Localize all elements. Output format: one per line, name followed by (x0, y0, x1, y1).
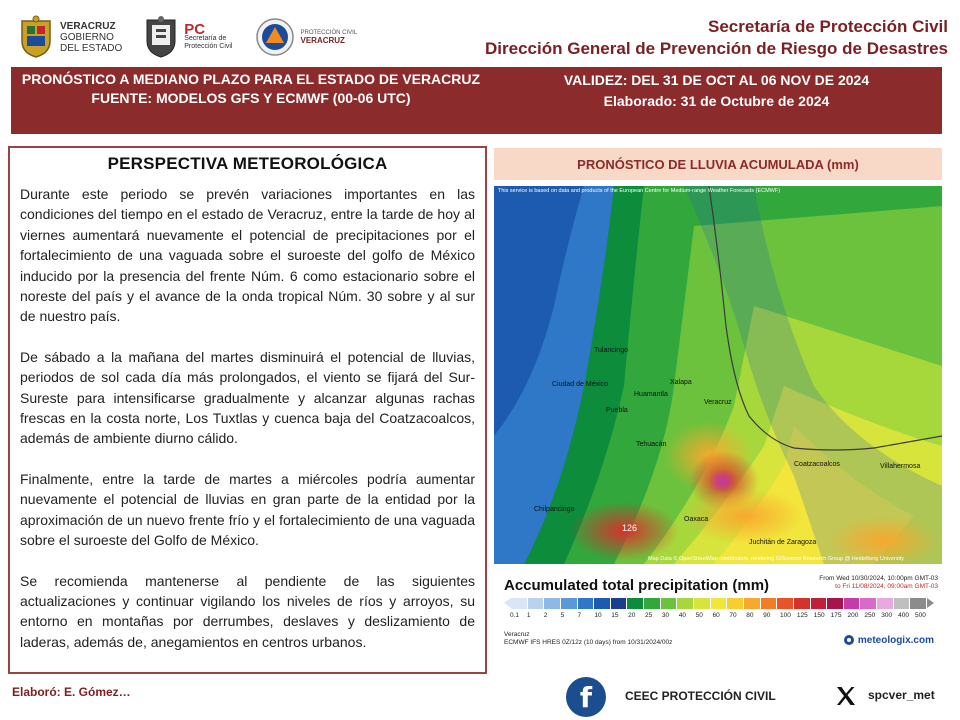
pc-line2: Protección Civil (184, 42, 233, 50)
legend-color-cell (644, 598, 661, 609)
organization-header (485, 16, 948, 60)
legend-color-cell (811, 598, 828, 609)
legend-arrow-left (504, 598, 511, 608)
legend-range (819, 575, 938, 591)
legend-color-cell (627, 598, 644, 609)
banner-left (11, 67, 491, 134)
legend-ticks (510, 612, 932, 619)
legend-range-to: to Fri 11/08/2024, 09:00am GMT-03 (835, 583, 938, 590)
meteologix-icon (843, 634, 855, 646)
legend-tick-label: 7 (577, 612, 582, 619)
x-handle-label[interactable]: spcver_met (868, 688, 935, 702)
map-place-label: Veracruz (704, 399, 732, 406)
legend-tick-label: 150 (813, 612, 825, 619)
legend-color-cell (777, 598, 794, 609)
legend-color-cell (561, 598, 578, 609)
forecast-banner (11, 67, 942, 134)
legend-tick-label: 1 (526, 612, 531, 619)
legend-color-cell (910, 598, 927, 609)
legend-tick-label: 50 (695, 612, 703, 619)
map-place-label: Juchitán de Zaragoza (749, 539, 817, 546)
state-shield-icon (18, 15, 54, 59)
precipitation-map-image (494, 186, 942, 564)
legend-tick-label: 90 (763, 612, 771, 619)
precipitation-map (494, 186, 942, 564)
legend-color-cell (877, 598, 894, 609)
legend-tick-label: 200 (847, 612, 859, 619)
map-max-label: 126 (622, 523, 638, 533)
header-logos (18, 12, 357, 62)
legend-tick-label: 10 (594, 612, 602, 619)
pcv-line1: PROTECCIÓN CIVIL (300, 29, 358, 36)
legend-tick-label: 500 (915, 612, 926, 619)
legend-tick-label: 70 (729, 612, 737, 619)
legend-color-cell (511, 598, 528, 609)
legend-color-cell (544, 598, 561, 609)
legend-title: Accumulated total precipitation (mm) (504, 577, 770, 594)
legend-color-cell (711, 598, 728, 609)
legend-color-bar (504, 598, 934, 609)
pc-shield-icon (144, 15, 178, 59)
legend-color-cell (860, 598, 877, 609)
legend-tick-label: 125 (796, 612, 808, 619)
legend-tick-label: 175 (830, 612, 842, 619)
legend-location-block (504, 631, 672, 647)
pc-abbr: PC (184, 20, 206, 38)
map-place-label: Xalapa (670, 379, 692, 386)
legend-tick-label: 250 (864, 612, 876, 619)
legend-tick-label: 300 (881, 612, 893, 619)
precipitation-legend (494, 567, 942, 662)
legend-tick-label: 15 (611, 612, 619, 619)
banner-right (491, 67, 942, 134)
perspective-paragraph: Finalmente, entre la tarde de martes a miércoles podría aumentar nuevamente el potencial de lluvias en gran parte de la entidad por la aproximación de un nuevo frente frío y el fortalecimiento de una vaguada sobre el suroeste del Golfo de México. (20, 470, 475, 549)
legend-tick-label: 30 (661, 612, 670, 619)
legend-color-cell (894, 598, 911, 609)
facebook-icon[interactable]: f (566, 677, 606, 717)
map-place-label: Villahermosa (880, 463, 921, 470)
legend-color-cell (611, 598, 628, 609)
legend-color-cell (677, 598, 694, 609)
legend-color-cell (661, 598, 678, 609)
legend-color-cell (727, 598, 744, 609)
org-subtitle: Dirección General de Prevención de Riesgo de Desastres (485, 39, 948, 58)
perspective-panel (8, 146, 487, 674)
veracruz-logo-line1: VERACRUZ (60, 20, 116, 32)
map-place-label: Puebla (606, 407, 628, 414)
pc-logo (144, 15, 232, 59)
legend-tick-label: 60 (712, 612, 720, 619)
legend-tick-label: 40 (678, 612, 686, 619)
perspective-title: PERSPECTIVA METEOROLÓGICA (107, 154, 388, 173)
legend-tick-label: 0.1 (510, 612, 520, 619)
perspective-paragraph: Durante este periodo se prevén variaciones importantes en las condiciones del tiempo en el estado de Veracruz, entre la tarde de hoy al viernes aumentará nuevamente el potencial de precipitaciones por el fortalecimiento de una vaguada sobre el suroeste del golfo de México inducido por la presencia del frente Núm. 6 como estacionario sobre el noreste del país y el avance de la onda tropical Núm. 30 sobre y al sur de nuestro país. (20, 186, 475, 325)
pcv-logo (255, 17, 358, 57)
legend-tick-label: 5 (560, 612, 565, 619)
legend-tick-label: 20 (628, 612, 636, 619)
pc-logo-text (184, 20, 233, 51)
legend-color-cell (744, 598, 761, 609)
pcv-logo-text (301, 30, 358, 45)
legend-location: Veracruz (504, 631, 530, 638)
legend-color-cell (528, 598, 545, 609)
civil-protection-triangle-icon (255, 17, 295, 57)
pcv-line2: VERACRUZ (300, 35, 345, 45)
legend-tick-label: 100 (780, 612, 791, 619)
legend-color-cell (578, 598, 595, 609)
org-title: Secretaría de Protección Civil (708, 17, 948, 36)
perspective-paragraph: Se recomienda mantenerse al pendiente de las siguientes actualizaciones y continuar vigilando los niveles de ríos y arroyos, su entorno en montañas por derrumbes, deslaves y deslizamiento de laderas, además de, anegamientos en centros urbanos. (20, 572, 475, 650)
map-place-label: Chilpancingo (534, 506, 575, 513)
banner-prepared: Elaborado: 31 de Octubre de 2024 (603, 93, 830, 109)
legend-arrow-right (927, 598, 934, 608)
legend-tick-label: 400 (898, 612, 909, 619)
meteologix-brand (843, 634, 934, 646)
legend-color-cell (694, 598, 711, 609)
legend-model: ECMWF IFS HRES 0Z/12z (10 days) from 10/31/2024/00z (504, 639, 673, 646)
legend-range-from: From Wed 10/30/2024, 10:00pm GMT-03 (819, 575, 938, 582)
pc-line1: Secretaría de (184, 34, 227, 42)
legend-color-cell (827, 598, 844, 609)
legend-color-cell (761, 598, 778, 609)
legend-tick-label: 25 (645, 612, 653, 619)
legend-color-cell (844, 598, 861, 609)
map-credit: Map Data © OpenStreetMap contributors, rendering GIScience Research Group @ Heidelberg University (648, 556, 905, 562)
map-place-label: Tulancingo (594, 347, 628, 354)
x-twitter-icon[interactable] (834, 684, 858, 708)
veracruz-logo-text (60, 21, 122, 54)
veracruz-logo-line3: DEL ESTADO (60, 42, 123, 54)
legend-color-cell (794, 598, 811, 609)
legend-color-cell (594, 598, 611, 609)
map-place-label: Ciudad de México (552, 381, 609, 388)
legend-tick-label: 80 (746, 612, 754, 619)
map-header: PRONÓSTICO DE LLUVIA ACUMULADA (mm) (494, 148, 942, 180)
banner-validity: VALIDEZ: DEL 31 DE OCT AL 06 NOV DE 2024 (563, 72, 870, 88)
legend-tick-label: 2 (543, 612, 548, 619)
veracruz-logo (18, 15, 122, 59)
banner-source: FUENTE: MODELOS GFS Y ECMWF (00-06 UTC) (91, 90, 411, 106)
meteologix-label: meteologix.com (857, 634, 934, 646)
map-place-label: Tehuacán (636, 441, 667, 448)
facebook-label[interactable]: CEEC PROTECCIÓN CIVIL (625, 689, 776, 703)
banner-title: PRONÓSTICO A MEDIANO PLAZO PARA EL ESTADO DE VERACRUZ (21, 71, 481, 87)
perspective-paragraph: De sábado a la mañana del martes disminuirá el potencial de lluvias, periodos de sol cada día más prolongados, el viento se fijará del Sur-Sureste para intensificarse gradualmente y alcanzar algunas rachas frescas en la costa norte, Los Tuxtlas y cuenca baja del Coatzacoalcos, además de ambiente diurno cálido. (20, 348, 475, 447)
author-credit: Elaboró: E. Gómez… (12, 685, 131, 699)
map-place-label: Coatzacoalcos (794, 461, 840, 468)
map-source-note: This service is based on data and products of the European Centre for Medium-range Weather Forecasts (ECMWF) (498, 188, 781, 194)
veracruz-logo-line2: GOBIERNO (60, 31, 114, 43)
map-place-label: Huamantla (634, 391, 668, 398)
map-place-label: Oaxaca (684, 516, 709, 523)
